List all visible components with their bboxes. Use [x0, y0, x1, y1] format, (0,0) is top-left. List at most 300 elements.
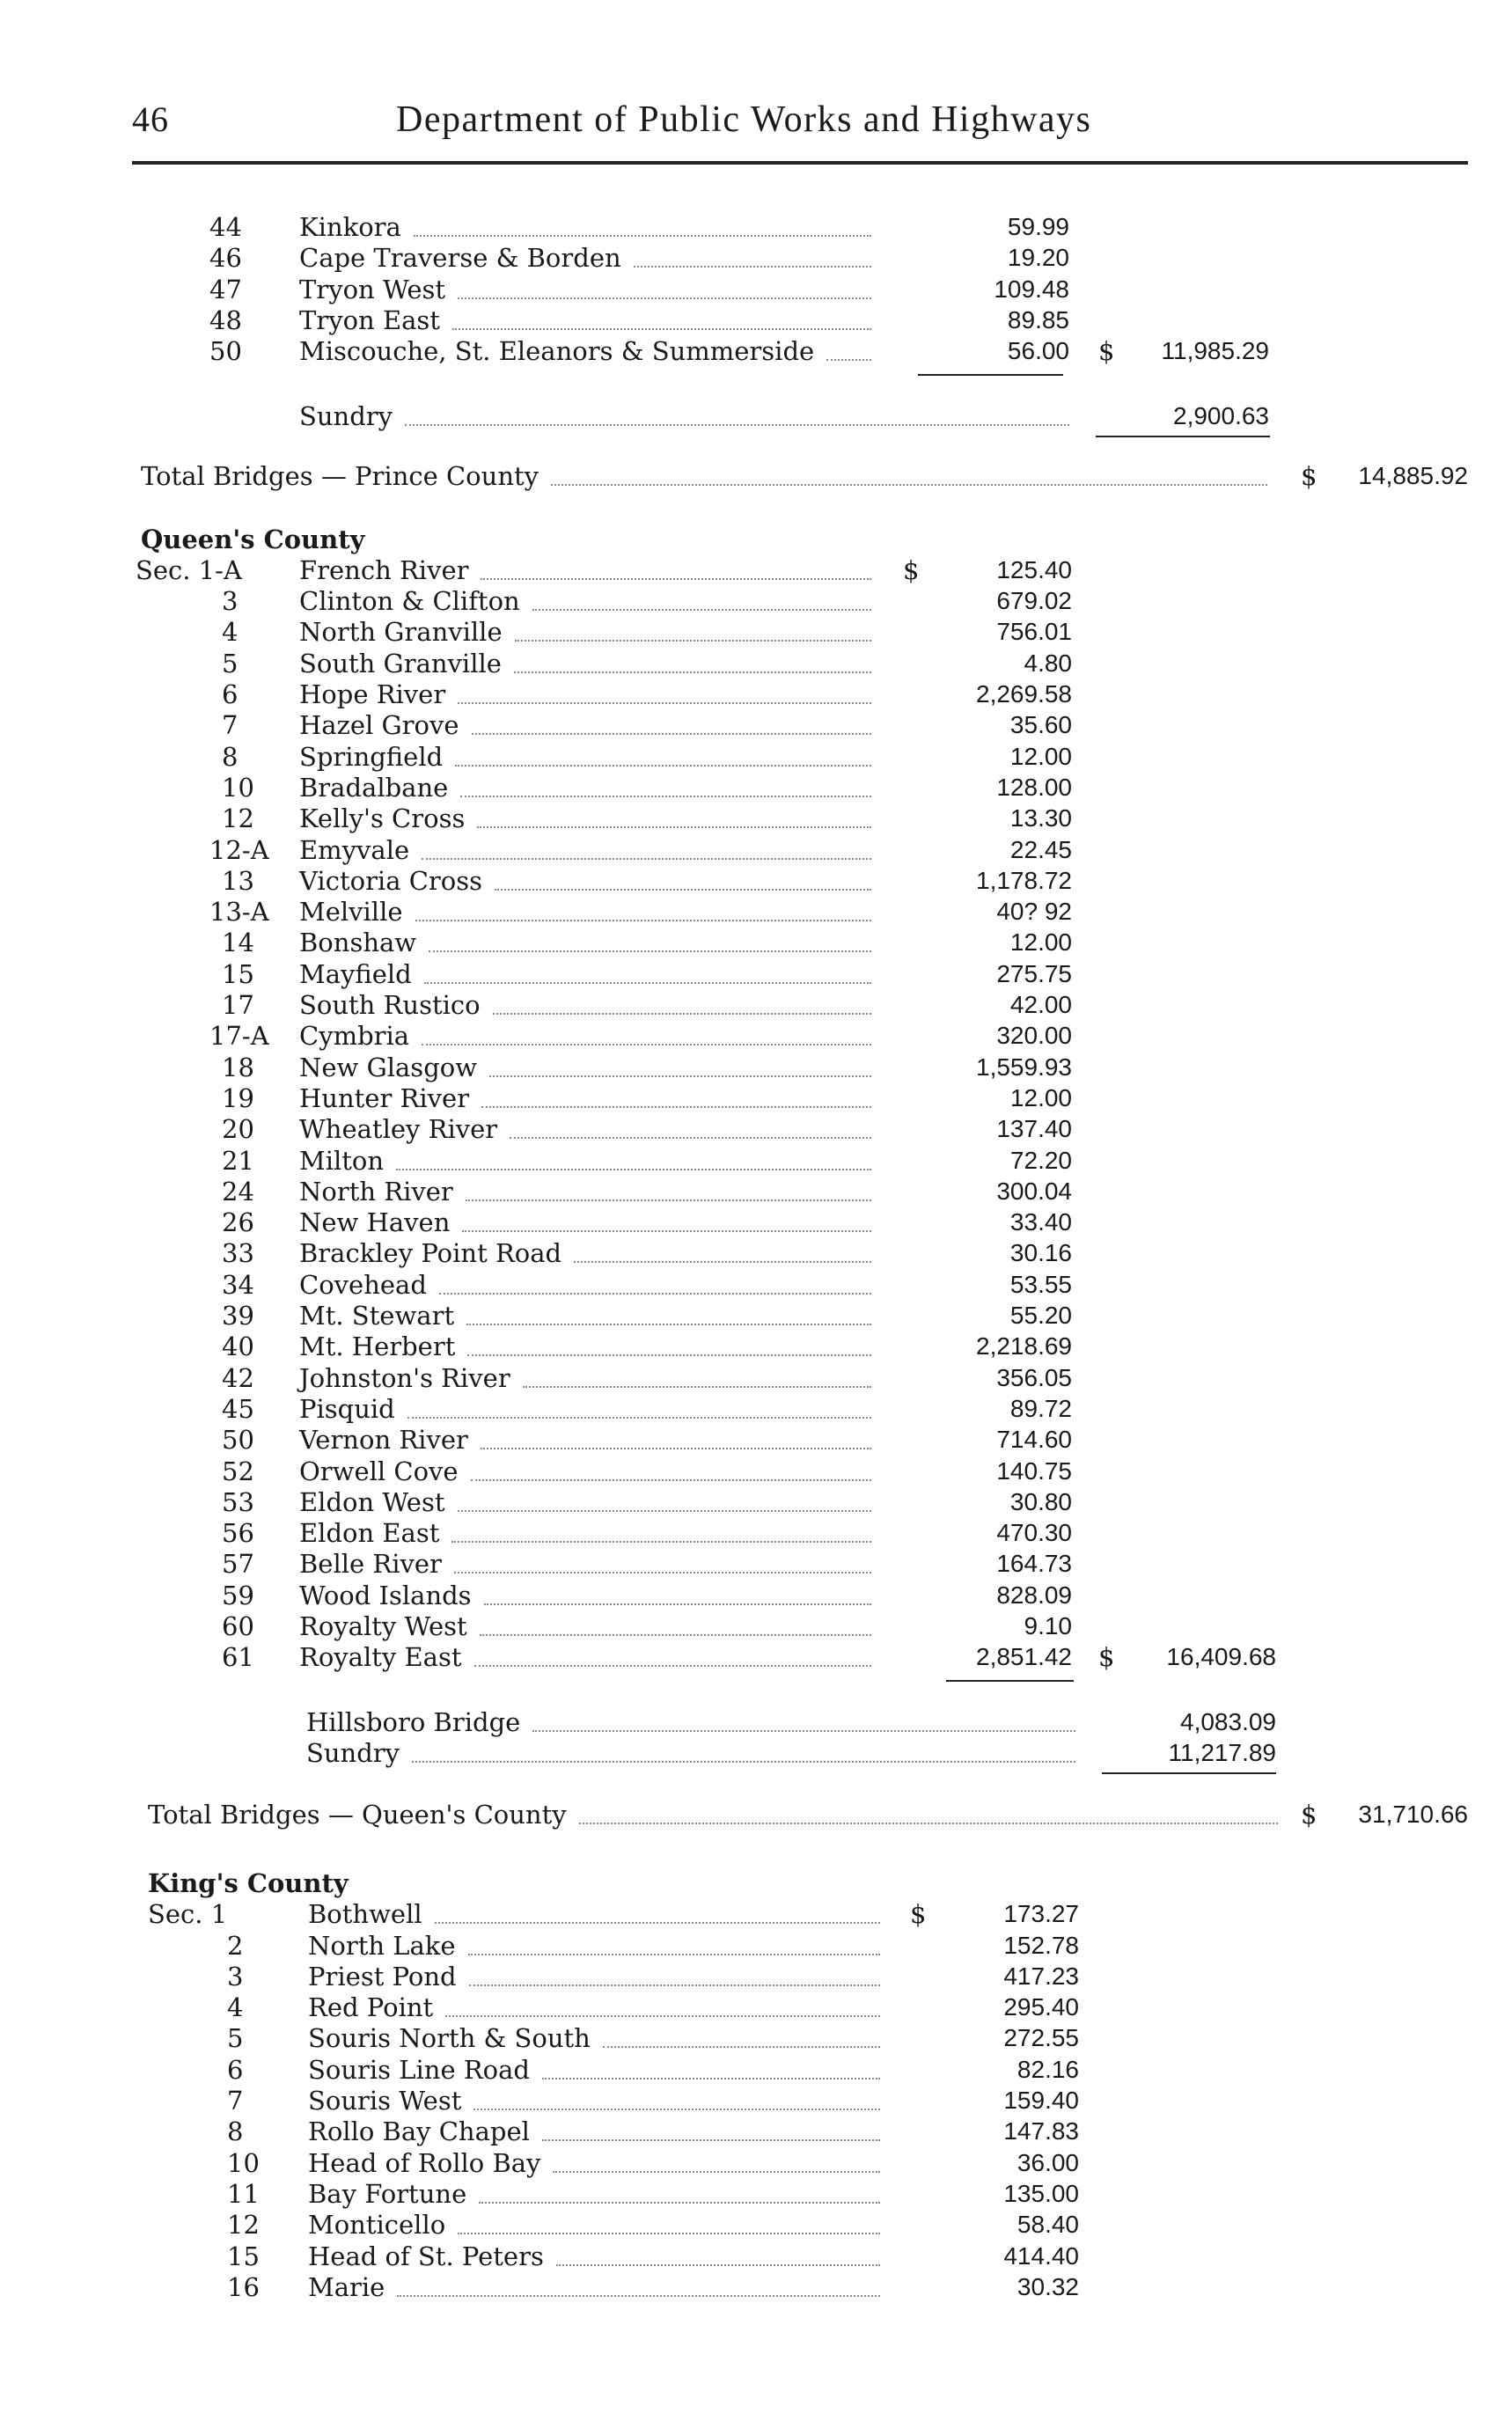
table-row — [0, 1113, 1512, 1145]
amount: 128.00 — [996, 773, 1072, 801]
bridge-name: Head of St. Peters — [308, 2241, 544, 2271]
section-number: 20 — [222, 1114, 254, 1145]
amount: 2,269.58 — [976, 680, 1072, 708]
table-row — [0, 1082, 1512, 1114]
amount: 9.10 — [1024, 1612, 1072, 1639]
section-number: 50 — [209, 336, 242, 367]
section-number: 10 — [227, 2147, 260, 2178]
dot-leader — [439, 1291, 871, 1295]
section-number: 59 — [222, 1580, 254, 1610]
dot-leader — [542, 2076, 880, 2080]
dot-leader — [532, 607, 871, 611]
table-row — [0, 1362, 1512, 1394]
section-number: 33 — [222, 1238, 254, 1269]
amount: 417.23 — [1003, 1962, 1079, 1990]
table-row — [0, 896, 1512, 928]
section-number: 6 — [222, 679, 239, 709]
dot-leader — [454, 1570, 871, 1573]
dot-leader — [574, 1259, 871, 1263]
bridge-name: Wood Islands — [299, 1580, 472, 1610]
prince-total — [0, 460, 1512, 492]
bridge-name: Mt. Herbert — [299, 1331, 456, 1362]
section-number: 8 — [222, 741, 239, 772]
table-row — [0, 1486, 1512, 1518]
column-rule — [1102, 1772, 1276, 1774]
dot-leader — [458, 701, 871, 704]
amount: 125.40 — [996, 555, 1072, 583]
amount: 356.05 — [996, 1363, 1072, 1391]
section-number: 52 — [222, 1456, 254, 1486]
section-number: 21 — [222, 1145, 254, 1176]
dot-leader — [407, 1415, 871, 1419]
section-number: 7 — [222, 710, 239, 741]
page-header — [132, 99, 1470, 151]
bridge-name: Marie — [308, 2271, 385, 2302]
prince-sundry-label: Sundry — [299, 400, 393, 431]
queens-sundry-amount: 11,217.89 — [1168, 1738, 1276, 1766]
prince-total-amount: 14,885.92 — [1358, 461, 1468, 489]
dot-leader — [481, 576, 871, 580]
queens-hillsboro — [0, 1706, 1512, 1738]
amount: 30.16 — [1009, 1239, 1072, 1267]
dot-leader — [515, 638, 871, 642]
dot-leader — [429, 949, 871, 952]
bridge-name: Bonshaw — [299, 928, 417, 958]
dot-leader — [480, 1632, 871, 1636]
amount: 42.00 — [1009, 991, 1072, 1018]
amount: 272.55 — [1003, 2024, 1079, 2052]
amount: 159.40 — [1003, 2087, 1079, 2114]
table-row — [0, 2085, 1512, 2116]
dot-leader — [484, 1602, 871, 1605]
dot-leader — [826, 357, 871, 361]
dot-leader — [551, 482, 1267, 486]
amount: 40? 92 — [996, 898, 1072, 926]
dot-leader — [514, 670, 871, 673]
bridge-name: Kelly's Cross — [299, 803, 466, 834]
section-number: 3 — [227, 1961, 244, 1992]
dot-leader — [542, 2138, 880, 2141]
amount: 470.30 — [996, 1519, 1072, 1547]
section-number: 6 — [227, 2054, 244, 2085]
section-number: 3 — [222, 586, 239, 617]
section-number: 5 — [222, 648, 239, 679]
amount: 295.40 — [1003, 1993, 1079, 2021]
table-row — [0, 2147, 1512, 2179]
table-row — [0, 865, 1512, 897]
table-row — [0, 1393, 1512, 1425]
section-number: 4 — [222, 617, 239, 648]
section-number: 57 — [222, 1549, 254, 1580]
bridge-name: North River — [299, 1176, 453, 1207]
dot-leader — [462, 1229, 871, 1232]
table-row — [0, 834, 1512, 866]
subtotal-amount: 16,409.68 — [1166, 1643, 1276, 1671]
bridge-name: Hazel Grove — [299, 710, 459, 741]
table-row — [0, 927, 1512, 958]
column-rule — [1096, 436, 1270, 437]
amount: 58.40 — [1017, 2211, 1079, 2239]
section-number: 18 — [222, 1052, 254, 1082]
section-number: 39 — [222, 1301, 254, 1331]
amount: 59.99 — [1007, 213, 1069, 240]
table-row — [0, 585, 1512, 617]
queens-hillsboro-amount: 4,083.09 — [1180, 1707, 1276, 1735]
queens-hillsboro-label: Hillsboro Bridge — [306, 1706, 521, 1737]
table-row — [0, 2209, 1512, 2241]
dot-leader — [474, 1663, 871, 1667]
bridge-name: North Lake — [308, 1930, 456, 1961]
table-row — [0, 1145, 1512, 1177]
dot-leader — [422, 1042, 871, 1045]
amount: 19.20 — [1007, 244, 1069, 272]
dot-leader — [415, 918, 871, 921]
bridge-name: Mt. Stewart — [299, 1301, 455, 1331]
bridge-name: Cape Traverse & Borden — [299, 243, 621, 274]
section-number: 44 — [209, 212, 242, 242]
table-row — [0, 2054, 1512, 2086]
bridge-name: Covehead — [299, 1269, 427, 1300]
prince-sundry-amount: 2,900.63 — [1173, 401, 1269, 429]
table-row — [0, 741, 1512, 773]
dot-leader — [466, 1198, 871, 1201]
dot-leader — [556, 2263, 880, 2266]
bridge-name: Monticello — [308, 2210, 446, 2241]
bridge-name: Rollo Bay Chapel — [308, 2116, 530, 2147]
section-number: 16 — [227, 2271, 260, 2302]
dot-leader — [481, 1446, 871, 1449]
dot-leader — [460, 794, 871, 797]
dollar-sign: $ — [910, 1899, 927, 1930]
amount: 12.00 — [1009, 1083, 1072, 1111]
bridge-name: Souris West — [308, 2086, 462, 2116]
table-row — [0, 335, 1512, 367]
section-number: 45 — [222, 1393, 254, 1424]
table-row — [0, 2271, 1512, 2303]
table-row — [0, 1052, 1512, 1083]
bridge-name: Tryon West — [299, 274, 446, 304]
dot-leader — [458, 296, 871, 299]
section-number: 61 — [222, 1642, 254, 1673]
amount: 4.80 — [1024, 649, 1072, 677]
section-number: 50 — [222, 1425, 254, 1456]
amount: 135.00 — [1003, 2179, 1079, 2207]
section-number: 46 — [209, 243, 242, 274]
queens-sundry — [0, 1737, 1512, 1769]
bridge-name: Belle River — [299, 1549, 442, 1580]
bridge-name: Bay Fortune — [308, 2178, 467, 2209]
section-number: 24 — [222, 1176, 254, 1207]
bridge-name: Red Point — [308, 1992, 434, 2023]
dot-leader — [466, 1322, 871, 1325]
dot-leader — [553, 2169, 880, 2173]
bridge-name: Clinton & Clifton — [299, 586, 520, 617]
dot-leader — [472, 731, 871, 735]
table-row — [0, 958, 1512, 990]
bridge-name: Bothwell — [308, 1899, 422, 1930]
header-rule — [132, 161, 1468, 165]
amount: 55.20 — [1009, 1302, 1072, 1329]
subtotal-dollar-sign: $ — [1098, 336, 1115, 367]
bridge-name: Hope River — [299, 679, 446, 709]
table-row — [0, 1930, 1512, 1962]
amount: 147.83 — [1003, 2117, 1079, 2146]
section-number: 7 — [227, 2086, 244, 2116]
amount: 1,559.93 — [976, 1053, 1072, 1081]
bridge-name: Miscouche, St. Eleanors & Summerside — [299, 336, 815, 367]
bridge-name: Head of Rollo Bay — [308, 2147, 541, 2178]
dot-leader — [477, 825, 871, 828]
table-row — [0, 1300, 1512, 1331]
dot-leader — [424, 980, 871, 984]
dot-leader — [493, 1011, 871, 1015]
table-row — [0, 1237, 1512, 1269]
bridge-name: Pisquid — [299, 1393, 395, 1424]
bridge-name: Eldon East — [299, 1518, 440, 1549]
amount: 35.60 — [1009, 711, 1072, 739]
amount: 72.20 — [1009, 1146, 1072, 1174]
queens-total-label: Total Bridges — Queen's County — [148, 1799, 567, 1830]
section-number: 10 — [222, 772, 254, 803]
dot-leader — [458, 2231, 880, 2234]
amount: 30.32 — [1017, 2272, 1079, 2300]
section-number: 56 — [222, 1518, 254, 1549]
section-number: 48 — [209, 304, 242, 335]
table-row — [0, 1898, 1512, 1930]
bridge-name: Springfield — [299, 741, 444, 772]
table-row — [0, 772, 1512, 803]
table-row — [0, 1207, 1512, 1238]
section-number: 47 — [209, 274, 242, 304]
amount: 13.30 — [1009, 804, 1072, 833]
section-number: 8 — [227, 2116, 244, 2147]
section-number: 15 — [227, 2241, 260, 2271]
amount: 140.75 — [996, 1456, 1072, 1485]
prince-total-label: Total Bridges — Prince County — [141, 460, 539, 491]
bridge-name: Hunter River — [299, 1082, 470, 1113]
table-row — [0, 1992, 1512, 2023]
section-number: 40 — [222, 1331, 254, 1362]
page-title: Department of Public Works and Highways — [396, 99, 1092, 140]
amount: 320.00 — [996, 1022, 1072, 1050]
table-row — [0, 274, 1512, 305]
bridge-name: Royalty East — [299, 1642, 462, 1673]
subtotal-amount: 11,985.29 — [1161, 337, 1269, 365]
table-row — [0, 1548, 1512, 1580]
section-number: Sec. 1-A — [136, 554, 242, 585]
amount: 173.27 — [1003, 1900, 1079, 1928]
amount: 714.60 — [996, 1426, 1072, 1454]
dot-leader — [397, 2293, 880, 2297]
table-row — [0, 803, 1512, 834]
bridge-name: Brackley Point Road — [299, 1238, 562, 1269]
table-row — [0, 1331, 1512, 1362]
amount: 300.04 — [996, 1177, 1072, 1205]
dot-leader — [458, 1508, 871, 1512]
dot-leader — [468, 1952, 880, 1955]
section-number: 14 — [222, 928, 254, 958]
amount: 679.02 — [996, 587, 1072, 615]
amount: 828.09 — [996, 1581, 1072, 1609]
bridge-name: Melville — [299, 897, 403, 928]
section-number: 5 — [227, 2023, 244, 2054]
amount: 82.16 — [1017, 2055, 1079, 2083]
bridge-name: Souris North & South — [308, 2023, 591, 2054]
bridge-name: South Rustico — [299, 990, 481, 1020]
section-number: 26 — [222, 1207, 254, 1238]
section-number: 15 — [222, 958, 254, 989]
bridge-name: North Granville — [299, 617, 503, 648]
table-row — [0, 554, 1512, 586]
table-row — [0, 679, 1512, 710]
table-row — [0, 1580, 1512, 1611]
dot-leader — [489, 1074, 871, 1077]
table-row — [0, 1424, 1512, 1456]
amount: 275.75 — [996, 959, 1072, 987]
table-row — [0, 242, 1512, 274]
table-row — [0, 1517, 1512, 1549]
amount: 756.01 — [996, 618, 1072, 646]
bridge-name: French River — [299, 554, 469, 585]
bridge-name: Kinkora — [299, 212, 401, 242]
section-number: 11 — [227, 2178, 260, 2209]
dot-leader — [445, 2014, 880, 2017]
amount: 33.40 — [1009, 1208, 1072, 1236]
table-row — [0, 1176, 1512, 1207]
bridge-name: Milton — [299, 1145, 385, 1176]
dot-leader — [495, 887, 871, 891]
table-row — [0, 709, 1512, 741]
dot-leader — [469, 1983, 880, 1986]
section-number: 12 — [222, 803, 254, 834]
dot-leader — [603, 2044, 880, 2048]
dot-leader — [579, 1821, 1278, 1824]
amount: 152.78 — [1003, 1931, 1079, 1959]
amount: 414.40 — [1003, 2241, 1079, 2270]
section-number: 60 — [222, 1611, 254, 1641]
bridge-name: Johnston's River — [299, 1362, 510, 1393]
dot-leader — [412, 1759, 1075, 1763]
table-row — [0, 1269, 1512, 1301]
bridge-name: Bradalbane — [299, 772, 449, 803]
table-row — [0, 2022, 1512, 2054]
table-row — [0, 2178, 1512, 2210]
dot-leader — [479, 2200, 880, 2204]
dot-leader — [405, 422, 1069, 426]
section-number: 13 — [222, 865, 254, 896]
dot-leader — [467, 1353, 871, 1356]
dot-leader — [523, 1384, 871, 1388]
table-row — [0, 1610, 1512, 1642]
section-number: 4 — [227, 1992, 244, 2023]
dot-leader — [452, 326, 871, 330]
amount: 89.72 — [1009, 1394, 1072, 1422]
section-number: 12-A — [209, 834, 269, 865]
queens-total-dollar-sign: $ — [1301, 1799, 1317, 1830]
bridge-name: Tryon East — [299, 304, 440, 335]
section-number: 2 — [227, 1930, 244, 1961]
bridge-name: Orwell Cove — [299, 1456, 459, 1486]
amount: 56.00 — [1007, 337, 1069, 365]
bridge-name: Priest Pond — [308, 1961, 457, 1992]
table-row — [0, 648, 1512, 679]
section-number: 12 — [227, 2210, 260, 2241]
amount: 2,851.42 — [976, 1643, 1072, 1671]
dot-leader — [532, 1728, 1075, 1732]
column-rule — [918, 374, 1063, 376]
amount: 12.00 — [1009, 742, 1072, 770]
dollar-sign: $ — [903, 554, 920, 585]
section-number: 17 — [222, 990, 254, 1020]
amount: 137.40 — [996, 1115, 1072, 1143]
bridge-name: Vernon River — [299, 1425, 468, 1456]
table-row — [0, 211, 1512, 243]
bridge-name: Mayfield — [299, 958, 412, 989]
amount: 30.80 — [1009, 1487, 1072, 1515]
table-row — [0, 989, 1512, 1021]
dot-leader — [473, 2107, 880, 2110]
section-number: 34 — [222, 1269, 254, 1300]
amount: 89.85 — [1007, 305, 1069, 334]
dot-leader — [471, 1478, 871, 1481]
dot-leader — [451, 1539, 871, 1543]
queens-total-amount: 31,710.66 — [1358, 1800, 1468, 1828]
bridge-name: Victoria Cross — [299, 865, 482, 896]
dot-leader — [414, 233, 871, 237]
amount: 22.45 — [1009, 835, 1072, 863]
table-row — [0, 1961, 1512, 1992]
section-number: 19 — [222, 1082, 254, 1113]
queens-total — [0, 1799, 1512, 1830]
page-number: 46 — [132, 99, 169, 139]
section-number: 17-A — [209, 1021, 269, 1052]
bridge-name: South Granville — [299, 648, 502, 679]
bridge-name: New Glasgow — [299, 1052, 478, 1082]
bridge-name: Emyvale — [299, 834, 410, 865]
bridge-name: Royalty West — [299, 1611, 467, 1641]
table-row — [0, 2116, 1512, 2147]
section-number: 53 — [222, 1486, 254, 1517]
bridge-name: Wheatley River — [299, 1114, 498, 1145]
table-row — [0, 1456, 1512, 1487]
dot-leader — [634, 264, 871, 268]
dot-leader — [510, 1135, 871, 1139]
amount: 109.48 — [994, 275, 1069, 303]
prince-total-dollar-sign: $ — [1301, 460, 1317, 491]
amount: 164.73 — [996, 1550, 1072, 1578]
queens-sundry-label: Sundry — [306, 1737, 400, 1768]
section-number: 13-A — [209, 897, 269, 928]
bridge-name: Souris Line Road — [308, 2054, 530, 2085]
amount: 2,218.69 — [976, 1332, 1072, 1361]
column-rule — [946, 1680, 1074, 1682]
table-row — [0, 304, 1512, 336]
table-row — [0, 2241, 1512, 2272]
section-number: 42 — [222, 1362, 254, 1393]
dot-leader — [435, 1920, 880, 1924]
dot-leader — [396, 1167, 871, 1170]
bridge-name: Cymbria — [299, 1021, 410, 1052]
amount: 1,178.72 — [976, 866, 1072, 894]
amount: 36.00 — [1017, 2148, 1079, 2176]
subtotal-dollar-sign: $ — [1098, 1642, 1115, 1673]
amount: 53.55 — [1009, 1270, 1072, 1298]
section-number: Sec. 1 — [148, 1899, 228, 1930]
prince-sundry — [0, 400, 1512, 432]
county-heading-queens: Queen's County — [141, 524, 365, 554]
amount: 12.00 — [1009, 928, 1072, 957]
bridge-name: New Haven — [299, 1207, 451, 1238]
